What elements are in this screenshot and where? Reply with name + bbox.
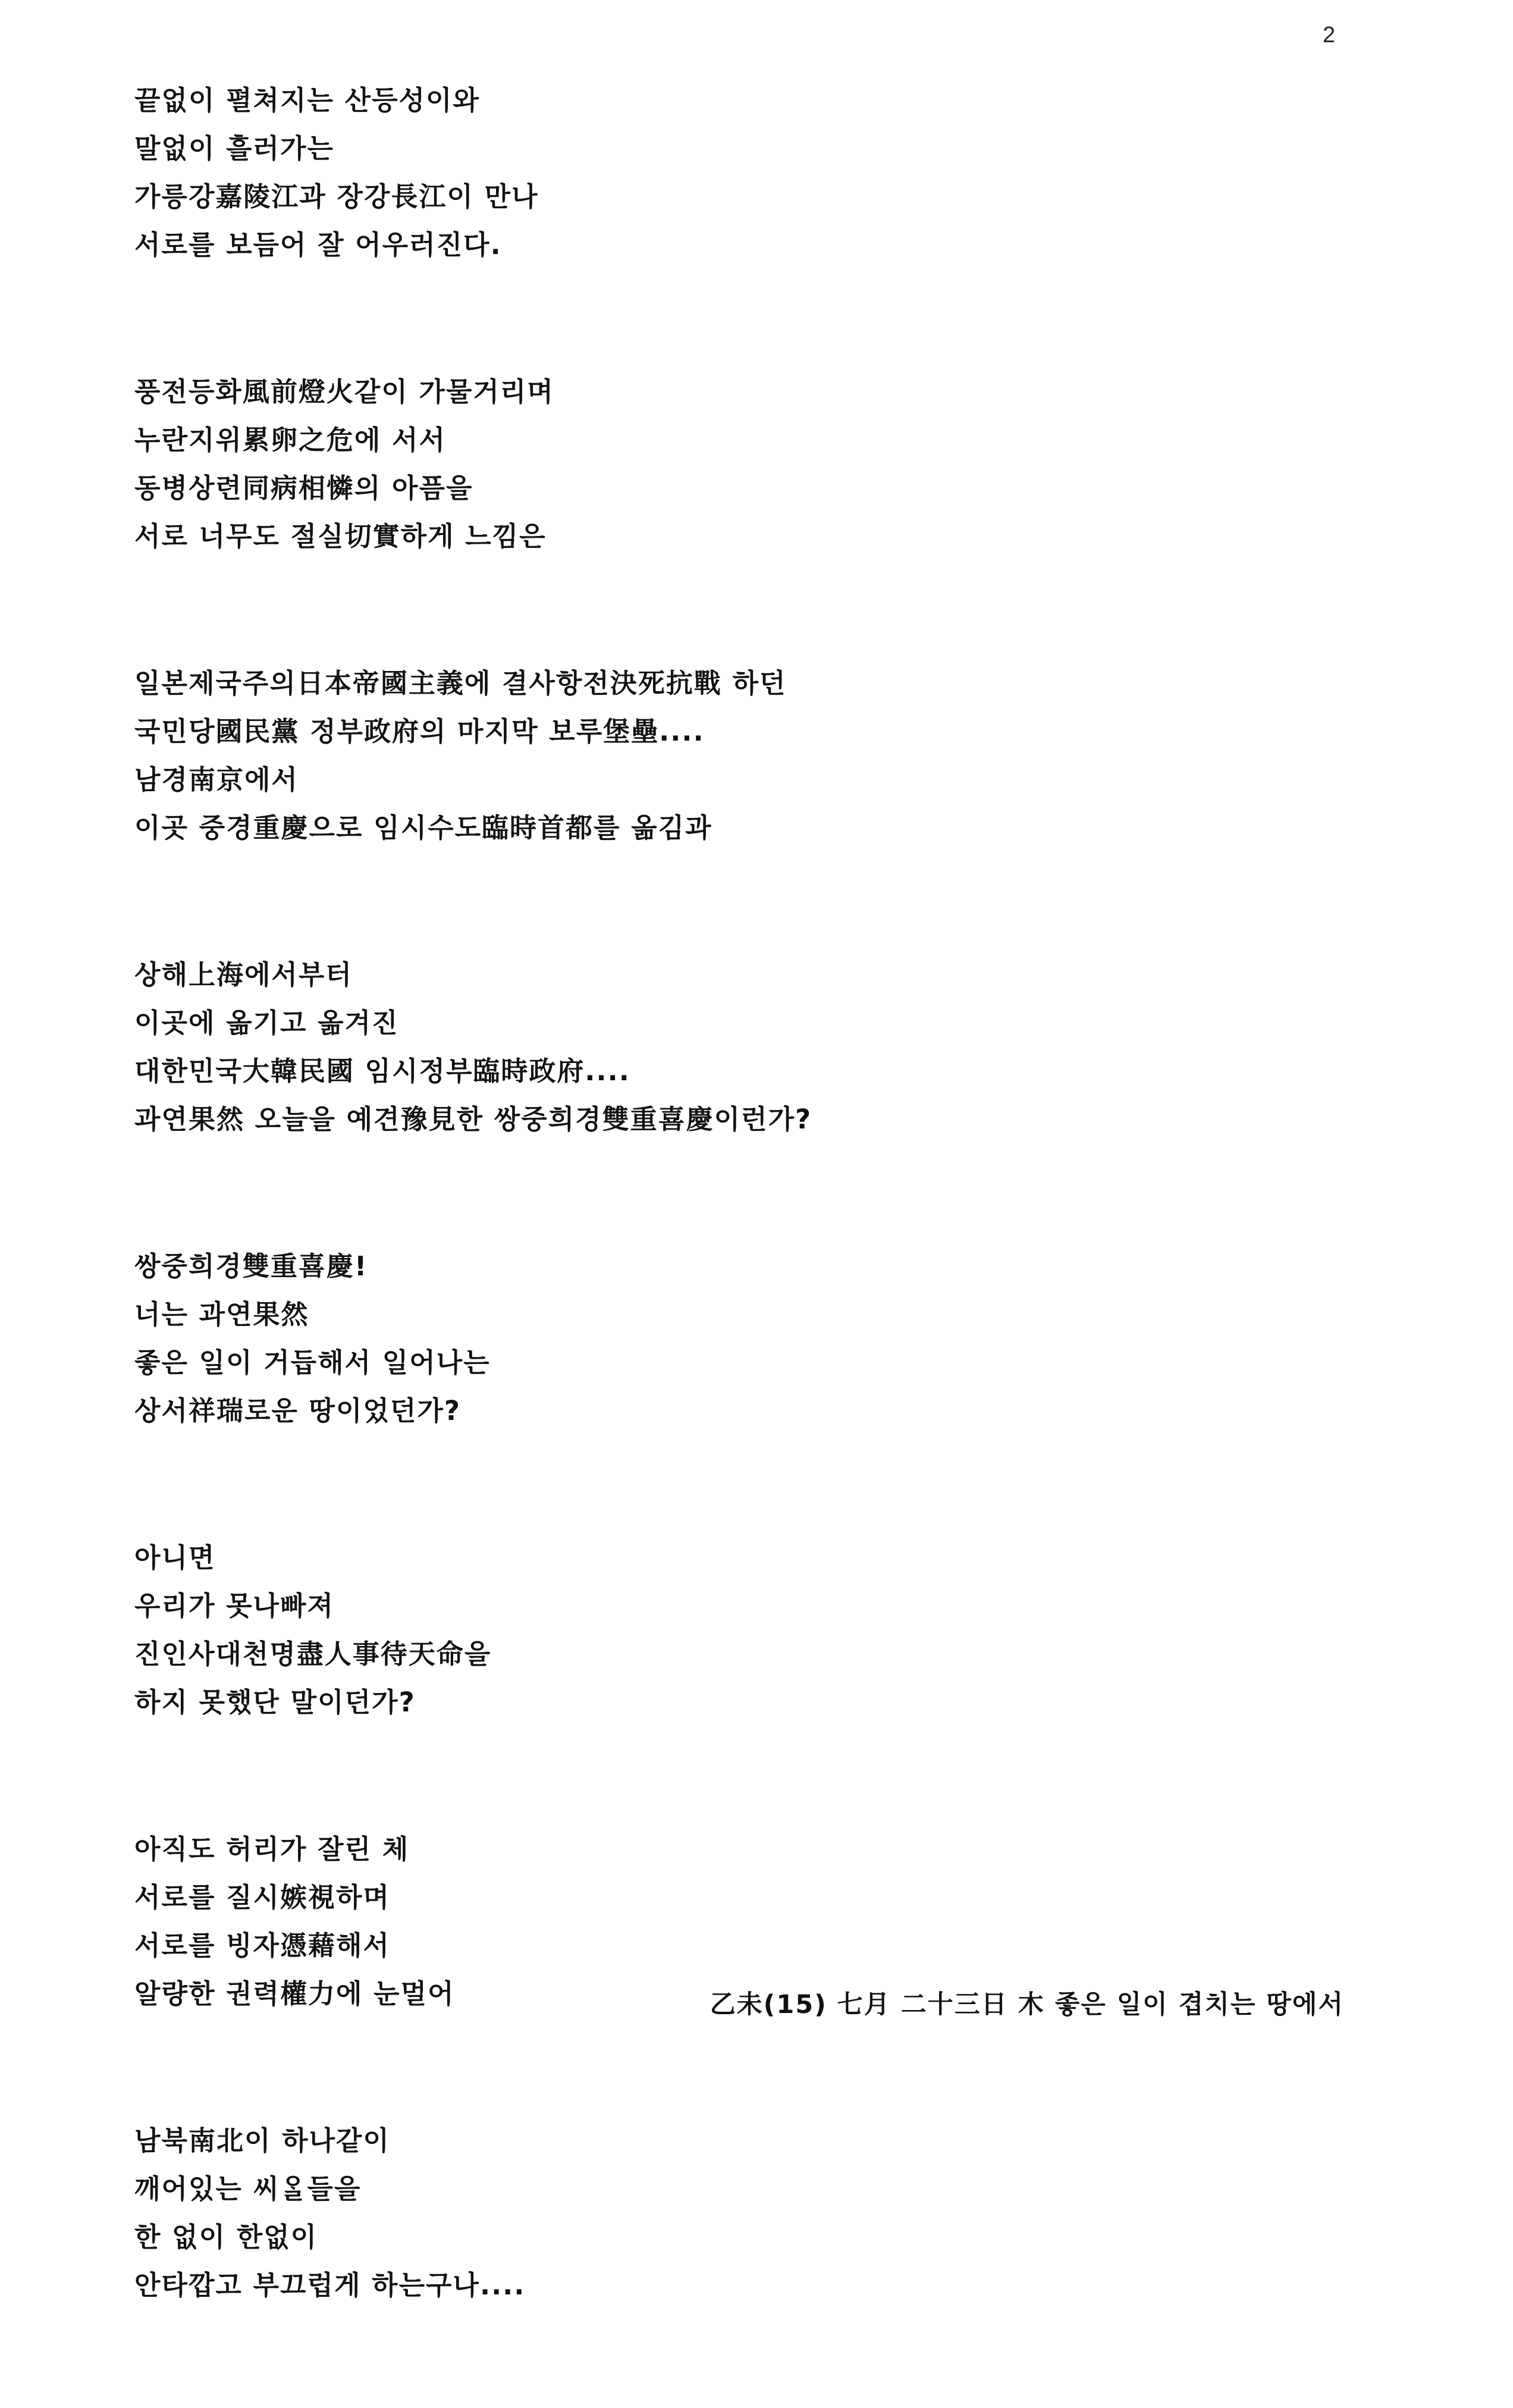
- poem-line: 아직도 허리가 잘린 체: [134, 1833, 410, 1865]
- poem-line: 아니면: [134, 1542, 216, 1573]
- poem-line: 서로를 보듬어 잘 어우러진다.: [134, 229, 502, 261]
- poem-line: 말없이 흘러가는: [134, 133, 334, 164]
- poem-line: 남북南北이 하나같이: [134, 2125, 390, 2156]
- poem-line: 일본제국주의日本帝國主義에 결사항전決死抗戰 하던: [134, 667, 787, 699]
- date-place-signature: 乙未(15) 七月 二十三日 木 좋은 일이 겹치는 땅에서: [710, 1990, 1344, 2020]
- poem-line: 상서祥瑞로운 땅이었던가?: [134, 1395, 462, 1426]
- poem-line: 동병상련同病相憐의 아픔을: [134, 472, 473, 504]
- stanza-5: [134, 1242, 1383, 1435]
- page-number: 2: [1323, 23, 1336, 48]
- poem-line: 우리가 못나빠져: [134, 1590, 334, 1622]
- stanza-4: [134, 951, 1383, 1143]
- poem-line: 깨어있는 씨ᄋᆞᆯ들을: [134, 2173, 362, 2205]
- poem-line: 대한민국大韓民國 임시정부臨時政府....: [134, 1055, 630, 1087]
- poem-line: 끝없이 펼쳐지는 산등성이와: [134, 84, 480, 116]
- stanza-2: [134, 368, 1383, 560]
- stanza-8: [134, 2117, 1383, 2309]
- poem-line: 서로 너무도 절실切實하게 느낌은: [134, 521, 547, 552]
- poem: [134, 76, 1383, 2408]
- poem-line: 하지 못했단 말이던가?: [134, 1686, 416, 1718]
- poem-line: 한 없이 한없이: [134, 2221, 318, 2253]
- poem-line: 과연果然 오늘을 예견豫見한 쌍중희경雙重喜慶이런가?: [134, 1103, 812, 1135]
- poem-line: 알량한 권력權力에 눈멀어: [134, 1978, 455, 2009]
- poem-line: 진인사대천명盡人事待天命을: [134, 1638, 492, 1670]
- poem-line: 이곳 중경重慶으로 임시수도臨時首都를 옮김과: [134, 812, 712, 844]
- stanza-3: [134, 659, 1383, 852]
- poem-line: 누란지위累卵之危에 서서: [134, 424, 446, 456]
- poem-line: 가릉강嘉陵江과 장강長江이 만나: [134, 181, 539, 212]
- poem-line: 쌍중희경雙重喜慶!: [134, 1250, 368, 1282]
- poem-line: 풍전등화風前燈火같이 가물거리며: [134, 376, 554, 407]
- poem-line: 서로를 빙자憑藉해서: [134, 1930, 390, 1961]
- poem-line: 안타깝고 부끄럽게 하는구나....: [134, 2269, 526, 2301]
- poem-line: 서로를 질시嫉視하며: [134, 1882, 390, 1913]
- poem-line: 이곳에 옮기고 옮겨진: [134, 1007, 399, 1039]
- stanza-1: [134, 76, 1383, 269]
- stanza-6: [134, 1534, 1383, 1726]
- poem-line: 너는 과연果然: [134, 1299, 309, 1330]
- poem-line: 좋은 일이 거듭해서 일어나는: [134, 1347, 491, 1378]
- poem-line: 국민당國民黨 정부政府의 마지막 보루堡壘....: [134, 716, 705, 747]
- poem-line: 상해上海에서부터: [134, 959, 353, 990]
- poem-line: 남경南京에서: [134, 764, 299, 795]
